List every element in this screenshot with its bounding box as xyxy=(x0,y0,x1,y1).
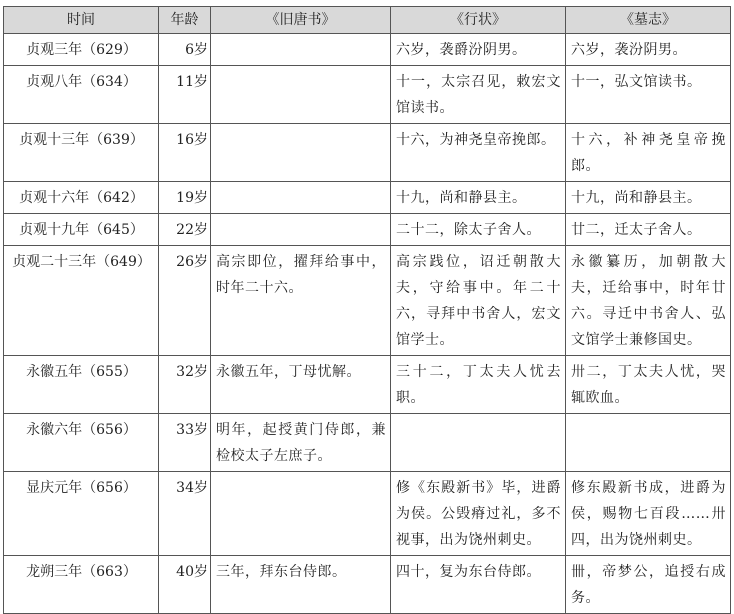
header-muzhi: 《墓志》 xyxy=(566,7,731,34)
table-row xyxy=(4,214,731,246)
cell-xingzhuang xyxy=(391,414,566,472)
comparison-table-wrapper xyxy=(3,6,731,614)
cell-age: 40岁 xyxy=(159,556,211,614)
cell-jiutangshu: 明年，起授黄门侍郎，兼检校太子左庶子。 xyxy=(211,414,391,472)
cell-jiutangshu xyxy=(211,214,391,246)
table-row xyxy=(4,472,731,556)
cell-xingzhuang: 十一，太宗召见，敕宏文馆读书。 xyxy=(391,66,566,124)
cell-xingzhuang: 十九，尚和静县主。 xyxy=(391,182,566,214)
cell-time: 龙朔三年（663） xyxy=(4,556,159,614)
cell-xingzhuang: 四十，复为东台侍郎。 xyxy=(391,556,566,614)
table-row xyxy=(4,556,731,614)
table-row xyxy=(4,246,731,356)
cell-jiutangshu xyxy=(211,472,391,556)
cell-time: 贞观十九年（645） xyxy=(4,214,159,246)
cell-muzhi: 六岁，袭汾阴男。 xyxy=(566,34,731,66)
cell-muzhi xyxy=(566,414,731,472)
cell-muzhi: 十六，补神尧皇帝挽郎。 xyxy=(566,124,731,182)
cell-time: 贞观二十三年（649） xyxy=(4,246,159,356)
cell-muzhi: 修东殿新书成，进爵为侯，赐物七百段……卅四，出为饶州刺史。 xyxy=(566,472,731,556)
cell-time: 贞观十六年（642） xyxy=(4,182,159,214)
cell-time: 贞观十三年（639） xyxy=(4,124,159,182)
cell-jiutangshu xyxy=(211,66,391,124)
cell-time: 贞观八年（634） xyxy=(4,66,159,124)
table-row xyxy=(4,356,731,414)
cell-muzhi: 十九，尚和静县主。 xyxy=(566,182,731,214)
cell-age: 22岁 xyxy=(159,214,211,246)
cell-jiutangshu: 高宗即位，擢拜给事中，时年二十六。 xyxy=(211,246,391,356)
cell-age: 33岁 xyxy=(159,414,211,472)
cell-age: 32岁 xyxy=(159,356,211,414)
table-row xyxy=(4,66,731,124)
header-xingzhuang: 《行状》 xyxy=(391,7,566,34)
cell-xingzhuang: 十六，为神尧皇帝挽郎。 xyxy=(391,124,566,182)
table-row xyxy=(4,34,731,66)
cell-age: 16岁 xyxy=(159,124,211,182)
cell-age: 19岁 xyxy=(159,182,211,214)
cell-age: 34岁 xyxy=(159,472,211,556)
cell-time: 贞观三年（629） xyxy=(4,34,159,66)
cell-time: 永徽六年（656） xyxy=(4,414,159,472)
cell-time: 永徽五年（655） xyxy=(4,356,159,414)
header-time: 时间 xyxy=(4,7,159,34)
header-jiutangshu: 《旧唐书》 xyxy=(211,7,391,34)
cell-jiutangshu xyxy=(211,34,391,66)
cell-muzhi: 十一，弘文馆读书。 xyxy=(566,66,731,124)
cell-xingzhuang: 修《东殿新书》毕，进爵为侯。公毁瘠过礼，多不视事，出为饶州刺史。 xyxy=(391,472,566,556)
cell-xingzhuang: 高宗践位，诏迁朝散大夫，守给事中。年二十六，寻拜中书舍人，宏文馆学士。 xyxy=(391,246,566,356)
table-header-row xyxy=(4,7,731,34)
cell-jiutangshu xyxy=(211,124,391,182)
header-age: 年龄 xyxy=(159,7,211,34)
cell-xingzhuang: 二十二，除太子舍人。 xyxy=(391,214,566,246)
cell-muzhi: 永徽纂历，加朝散大夫，迁给事中，时年廿六。寻迁中书舍人、弘文馆学士兼修国史。 xyxy=(566,246,731,356)
cell-age: 6岁 xyxy=(159,34,211,66)
cell-age: 11岁 xyxy=(159,66,211,124)
biography-comparison-table xyxy=(3,6,731,614)
cell-xingzhuang: 三十二，丁太夫人忧去职。 xyxy=(391,356,566,414)
table-row xyxy=(4,414,731,472)
cell-time: 显庆元年（656） xyxy=(4,472,159,556)
cell-muzhi: 卌，帝梦公，追授右成务。 xyxy=(566,556,731,614)
cell-xingzhuang: 六岁，袭爵汾阴男。 xyxy=(391,34,566,66)
cell-muzhi: 卅二，丁太夫人忧，哭辄欧血。 xyxy=(566,356,731,414)
table-row xyxy=(4,182,731,214)
cell-age: 26岁 xyxy=(159,246,211,356)
cell-jiutangshu: 三年，拜东台侍郎。 xyxy=(211,556,391,614)
table-row xyxy=(4,124,731,182)
cell-jiutangshu: 永徽五年，丁母忧解。 xyxy=(211,356,391,414)
cell-jiutangshu xyxy=(211,182,391,214)
cell-muzhi: 廿二，迁太子舍人。 xyxy=(566,214,731,246)
